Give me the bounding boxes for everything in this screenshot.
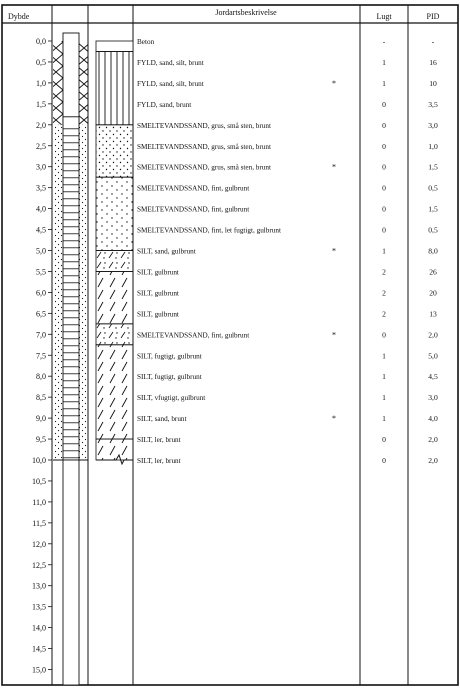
soil-description: SILT, ler, brunt [137, 436, 181, 445]
depth-label: 9,0 [36, 414, 46, 424]
stratum-vlines [96, 51, 133, 124]
soil-description: SMELTEVANDSSAND, grus, små sten, brunt [137, 142, 271, 151]
soil-description: SILT, gulbrunt [137, 289, 179, 298]
pid-value: 20 [429, 288, 437, 298]
odor-value: 0 [382, 183, 386, 193]
depth-label: 4,0 [36, 204, 46, 214]
depth-label: 6,5 [36, 309, 46, 319]
soil-description: SMELTEVANDSSAND, fint, let fugtigt, gulbrunt [137, 226, 281, 235]
odor-value: 1 [382, 372, 386, 382]
pid-value: 5,0 [428, 351, 438, 361]
odor-value: 2 [382, 309, 386, 319]
depth-label: 14,5 [32, 644, 46, 654]
pid-value: 3,5 [428, 99, 438, 109]
pid-value: 1,5 [428, 162, 438, 172]
pid-value: 2,0 [428, 435, 438, 445]
soil-description: SILT, gulbrunt [137, 310, 179, 319]
pid-value: 3,0 [428, 393, 438, 403]
stratum-dots [96, 125, 133, 177]
depth-label: 5,5 [36, 267, 46, 277]
odor-value: 1 [382, 57, 386, 67]
soil-description: SILT, gulbrunt [137, 268, 179, 277]
soil-description: SILT, sand, brunt [137, 415, 187, 424]
pid-value: 10 [429, 78, 437, 88]
pid-value: 0,5 [428, 225, 438, 235]
sample-marker: * [332, 162, 336, 172]
odor-value: 0 [382, 204, 386, 214]
soil-description: SILT, fugtigt, gulbrunt [137, 373, 202, 382]
depth-label: 6,0 [36, 288, 46, 298]
depth-label: 0,0 [36, 37, 46, 46]
depth-label: 5,0 [36, 246, 46, 256]
pid-value: 4,5 [428, 372, 438, 382]
depth-label: 7,5 [36, 351, 46, 361]
odor-value: 0 [382, 225, 386, 235]
odor-value: 2 [382, 288, 386, 298]
odor-value: 1 [382, 351, 386, 361]
pid-value: 3,0 [428, 120, 438, 130]
pid-value: 16 [429, 57, 437, 67]
description-rows [137, 37, 438, 465]
depth-label: 10,5 [32, 476, 46, 486]
depth-label: 7,0 [36, 330, 46, 340]
depth-label: 15,0 [32, 665, 46, 675]
depth-label: 0,5 [36, 57, 46, 67]
odor-value: 1 [382, 393, 386, 403]
pid-header: PID [426, 12, 440, 21]
soil-description: FYLD, sand, silt, brunt [137, 79, 204, 88]
depth-label: 3,5 [36, 183, 46, 193]
soil-description: FYLD, sand, silt, brunt [137, 58, 204, 67]
depth-label: 4,5 [36, 225, 46, 235]
well-construction-column [53, 33, 88, 685]
sample-marker: * [332, 78, 336, 88]
stratum-slash [96, 271, 133, 323]
odor-value: - [382, 37, 386, 46]
odor-value: 0 [382, 141, 386, 151]
odor-value: 1 [382, 414, 386, 424]
depth-label: 3,0 [36, 162, 46, 172]
odor-value: 0 [382, 162, 386, 172]
soil-description: SMELTEVANDSSAND, grus, små sten, brunt [137, 163, 271, 172]
pid-value: 1,0 [428, 141, 438, 151]
pid-value: 26 [429, 267, 437, 277]
sample-marker: * [332, 246, 336, 256]
depth-label: 11,5 [32, 518, 46, 528]
odor-value: 1 [382, 246, 386, 256]
depth-label: 2,0 [36, 120, 46, 130]
soil-description: SILT, ler, brunt [137, 457, 181, 465]
soil-description: SILT, vfugtigt, gulbrunt [137, 394, 206, 403]
odor-value: 1 [382, 78, 386, 88]
stratum-dash-dots [96, 324, 133, 345]
soil-description: FYLD, sand, brunt [137, 100, 192, 109]
soil-description: SMELTEVANDSSAND, fint, gulbrunt [137, 205, 250, 214]
odor-value: 2 [382, 267, 386, 277]
depth-label: 10,0 [32, 456, 46, 465]
pid-value: - [431, 37, 435, 46]
soil-description: Beton [137, 38, 155, 46]
depth-header: Dybde [8, 12, 30, 21]
depth-label: 8,0 [36, 372, 46, 382]
pid-value: 8,0 [428, 246, 438, 256]
depth-label: 2,5 [36, 141, 46, 151]
stratum-slash [96, 345, 133, 439]
soil-description: SMELTEVANDSSAND, grus, små sten, brunt [137, 121, 271, 130]
depth-scale [32, 37, 52, 675]
well-pipe-riser [63, 460, 79, 685]
pid-value: 0,5 [428, 183, 438, 193]
depth-label: 14,0 [32, 623, 46, 633]
soil-description: SMELTEVANDSSAND, fint, gulbrunt [137, 184, 250, 193]
stratum-sparse-dots [96, 177, 133, 250]
stratum-dash-dots [96, 251, 133, 272]
depth-label: 8,5 [36, 393, 46, 403]
sample-marker: * [332, 414, 336, 424]
depth-label: 9,5 [36, 435, 46, 445]
depth-label: 13,0 [32, 581, 46, 591]
depth-label: 13,5 [32, 602, 46, 612]
odor-value: 0 [382, 330, 386, 340]
pid-value: 1,5 [428, 204, 438, 214]
odor-value: 0 [382, 120, 386, 130]
description-header: Jordartsbeskrivelse [215, 8, 277, 17]
pid-value: 2,0 [428, 330, 438, 340]
odor-header: Lugt [376, 12, 392, 21]
sample-marker: * [332, 330, 336, 340]
soil-description: SMELTEVANDSSAND, fint, gulbrunt [137, 331, 250, 340]
depth-label: 12,5 [32, 560, 46, 570]
odor-value: 0 [382, 435, 386, 445]
depth-label: 1,5 [36, 99, 46, 109]
depth-label: 12,0 [32, 539, 46, 549]
stratum-blank [96, 41, 133, 51]
soil-description: SILT, sand, gulbrunt [137, 247, 196, 256]
odor-value: 0 [382, 99, 386, 109]
well-pipe-blank-casing [63, 33, 79, 125]
odor-value: 0 [382, 456, 386, 465]
depth-label: 11,0 [32, 497, 46, 507]
pid-value: 13 [429, 309, 437, 319]
pid-value: 4,0 [428, 414, 438, 424]
depth-label: 1,0 [36, 78, 46, 88]
soil-strata-column [96, 41, 133, 464]
soil-description: SILT, fugtigt, gulbrunt [137, 352, 202, 361]
stratum-slash [96, 439, 133, 460]
pid-value: 2,0 [428, 456, 438, 465]
